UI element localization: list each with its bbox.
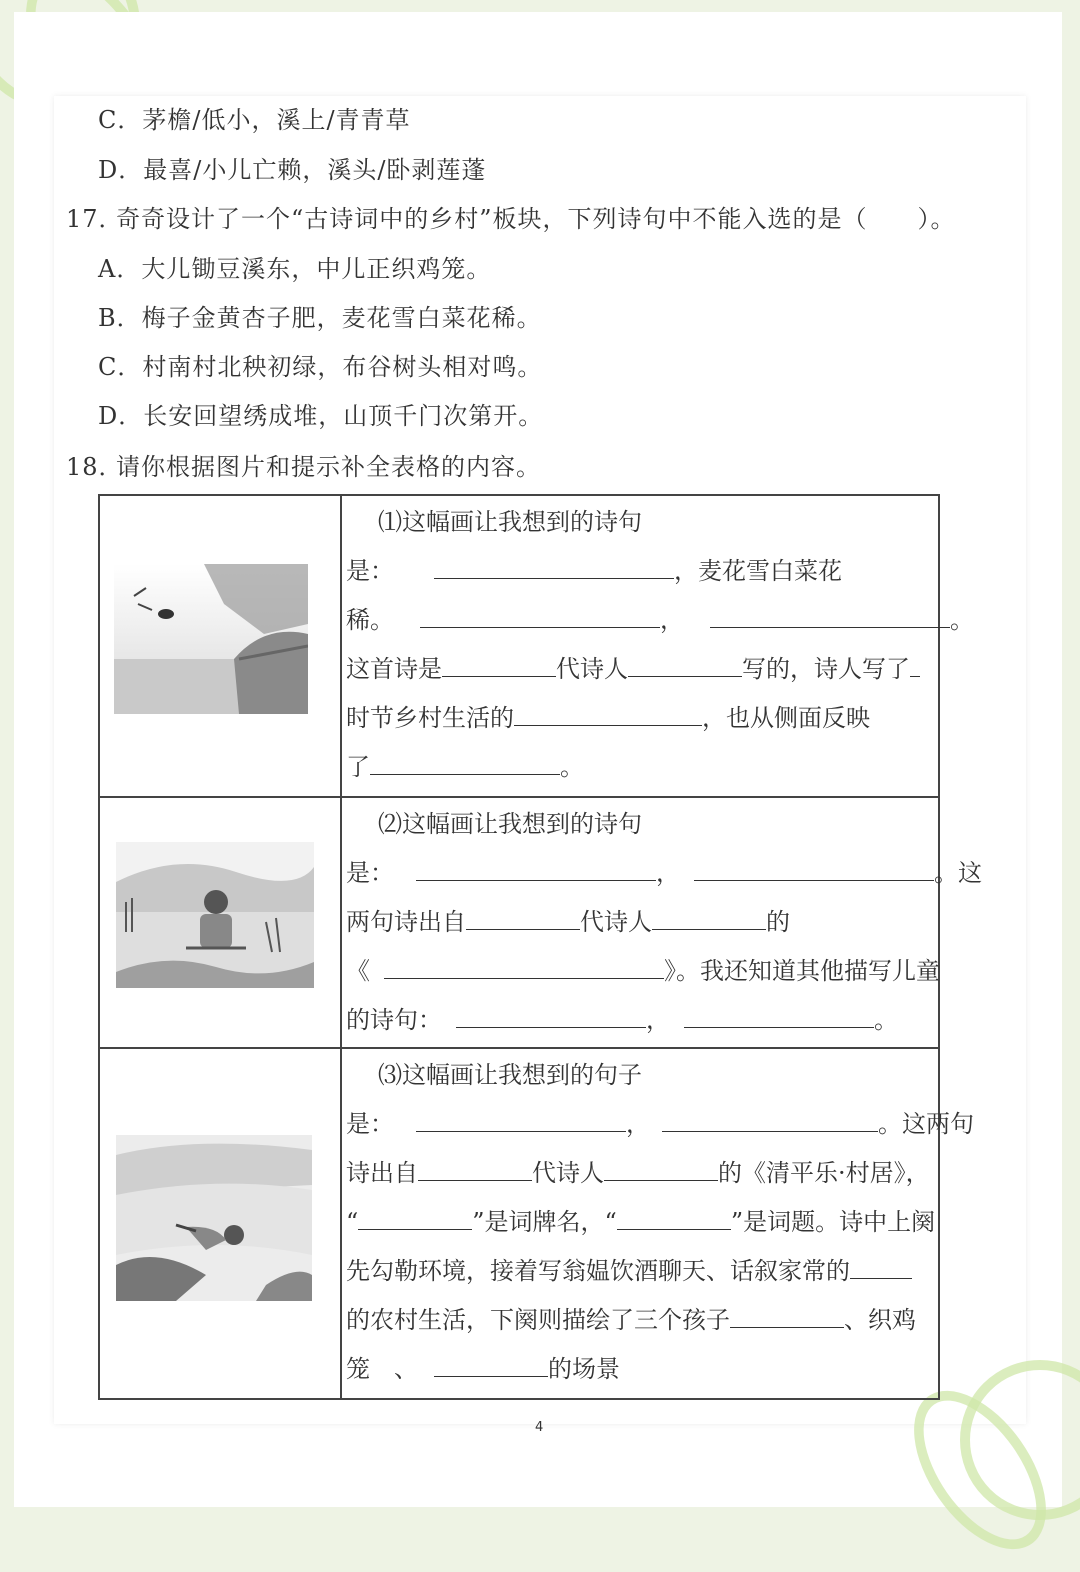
row1-line5 xyxy=(346,698,870,733)
row2-comma-2: ， xyxy=(646,1006,670,1034)
row1-text-wrote: 写的，诗人写了 xyxy=(742,655,910,683)
row2-line3 xyxy=(346,902,790,937)
picture-cell-1 xyxy=(99,495,341,797)
row1-text-reflect: ，也从侧面反映 xyxy=(702,704,870,732)
row1-line3 xyxy=(346,600,974,635)
row3-line2 xyxy=(346,1104,974,1139)
q17-number: 17． xyxy=(66,205,124,233)
q18-stem: 请你根据图片和提示补全表格的内容。 xyxy=(116,453,541,481)
prev-option-c: C．茅檐/低小，溪上/青青草 xyxy=(98,106,411,134)
row1-text-xi: 稀。 xyxy=(346,606,394,634)
row3-line4 xyxy=(346,1202,935,1237)
row3-blank-1[interactable] xyxy=(416,1109,626,1132)
row2-line2 xyxy=(346,853,982,888)
row3-text-cipai: ”是词牌名，“ xyxy=(472,1208,617,1236)
row3-comma: ， xyxy=(626,1110,650,1138)
answer-cell-2 xyxy=(341,797,982,1048)
q17-option-c: C．村南村北秧初绿，布谷树头相对鸣。 xyxy=(98,353,543,381)
page-number: 4 xyxy=(535,1420,544,1435)
row2-text-other-poems: 》。我还知道其他描写儿童 xyxy=(664,957,940,985)
row2-line5 xyxy=(346,1000,898,1035)
row2-text-from: 两句诗出自 xyxy=(346,908,466,936)
row1-period-2: 。 xyxy=(560,753,584,781)
row1-label-shi: 是： xyxy=(346,557,394,585)
row1-blank-poet[interactable] xyxy=(628,654,742,677)
q18-number: 18． xyxy=(66,453,124,481)
poem-table xyxy=(98,494,982,1400)
row2-open-title: 《 xyxy=(346,957,370,985)
answer-cell-3 xyxy=(341,1048,974,1399)
row3-line3 xyxy=(346,1153,930,1188)
row3-line6 xyxy=(346,1300,916,1335)
row3-blank-2[interactable] xyxy=(662,1109,878,1132)
row3-text-from: 诗出自 xyxy=(346,1159,418,1187)
row1-comma: ， xyxy=(660,606,684,634)
row2-text-zhe: 。这 xyxy=(934,859,982,887)
row2-comma: ， xyxy=(656,859,680,887)
row1-blank-1[interactable] xyxy=(434,556,674,579)
row3-blank-cipai[interactable] xyxy=(358,1207,472,1230)
row3-open-quote: “ xyxy=(346,1208,359,1236)
row1-text-le: 了 xyxy=(346,753,370,781)
picture-cell-3 xyxy=(99,1048,341,1399)
q17-option-b: B．梅子金黄杏子肥，麦花雪白菜花稀。 xyxy=(98,304,542,332)
row2-prompt: ⑵这幅画让我想到的诗句 xyxy=(378,810,642,838)
row1-line4 xyxy=(346,649,920,684)
row2-blank-title[interactable] xyxy=(384,956,664,979)
row2-blank-1[interactable] xyxy=(416,858,656,881)
row3-prompt: ⑶这幅画让我想到的句子 xyxy=(378,1061,642,1089)
row3-blank-dynasty[interactable] xyxy=(418,1158,532,1181)
row2-blank-4[interactable] xyxy=(684,1005,874,1028)
row2-line4 xyxy=(346,951,940,986)
row3-blank-activity-1[interactable] xyxy=(730,1305,844,1328)
row1-prompt: ⑴这幅画让我想到的诗句 xyxy=(378,508,642,536)
illustration-child-in-field xyxy=(116,842,314,988)
row1-text-dynasty-poet: 代诗人 xyxy=(556,655,628,683)
row2-period: 。 xyxy=(874,1006,898,1034)
row3-text-scene: 的场景 xyxy=(548,1355,620,1383)
q17-option-a: A．大儿锄豆溪东，中儿正织鸡笼。 xyxy=(98,255,492,283)
row1-blank-reflect[interactable] xyxy=(370,752,560,775)
row3-blank-life[interactable] xyxy=(850,1256,912,1279)
row3-blank-poet[interactable] xyxy=(604,1158,718,1181)
row2-blank-dynasty[interactable] xyxy=(466,907,580,930)
row3-text-outline: 先勾勒环境，接着写翁媪饮酒聊天、话叙家常的 xyxy=(346,1257,850,1285)
prev-option-d: D．最喜/小儿亡赖，溪头/卧剥莲蓬 xyxy=(98,156,487,184)
illustration-village-field xyxy=(114,564,308,714)
row1-text-maihua: ，麦花雪白菜花 xyxy=(674,557,842,585)
q17-stem: 奇奇设计了一个“古诗词中的乡村”板块，下列诗句中不能入选的是（ ）。 xyxy=(116,205,956,233)
row1-blank-season[interactable] xyxy=(910,654,920,677)
row3-text-title: 的《清平乐·村居》， xyxy=(718,1159,930,1187)
row2-text-de: 的 xyxy=(766,908,790,936)
row1-line2 xyxy=(346,551,842,586)
row2-text-dynasty-poet: 代诗人 xyxy=(580,908,652,936)
row3-text-cage: 笼 、 xyxy=(346,1355,418,1383)
row3-label-shi: 是： xyxy=(346,1110,394,1138)
row2-text-poems: 的诗句： xyxy=(346,1006,442,1034)
row1-blank-2[interactable] xyxy=(420,605,660,628)
row3-text-children: 的农村生活，下阕则描绘了三个孩子 xyxy=(346,1306,730,1334)
answer-cell-1 xyxy=(341,495,974,797)
picture-cell-2 xyxy=(99,797,341,1048)
row1-line6 xyxy=(346,747,584,782)
row3-blank-citi[interactable] xyxy=(617,1207,731,1230)
row1-blank-dynasty[interactable] xyxy=(442,654,556,677)
row1-blank-life[interactable] xyxy=(514,703,702,726)
row3-text-these: 。这两句 xyxy=(878,1110,974,1138)
row3-line5 xyxy=(346,1251,912,1286)
row3-line7 xyxy=(346,1349,620,1384)
illustration-child-by-stream xyxy=(116,1135,312,1301)
row3-text-weave: 、织鸡 xyxy=(844,1306,916,1334)
row3-blank-activity-2[interactable] xyxy=(434,1354,548,1377)
row3-text-dynasty-poet: 代诗人 xyxy=(532,1159,604,1187)
q17-option-d: D．长安回望绣成堆，山顶千门次第开。 xyxy=(98,402,544,430)
row2-blank-poet[interactable] xyxy=(652,907,766,930)
row1-period: 。 xyxy=(950,606,974,634)
row1-text-season-life: 时节乡村生活的 xyxy=(346,704,514,732)
row2-label-shi: 是： xyxy=(346,859,394,887)
row2-blank-3[interactable] xyxy=(456,1005,646,1028)
row2-blank-2[interactable] xyxy=(694,858,934,881)
row3-text-citi: ”是词题。诗中上阕 xyxy=(730,1208,936,1236)
row1-blank-3[interactable] xyxy=(710,605,950,628)
row1-text-poem-is: 这首诗是 xyxy=(346,655,442,683)
